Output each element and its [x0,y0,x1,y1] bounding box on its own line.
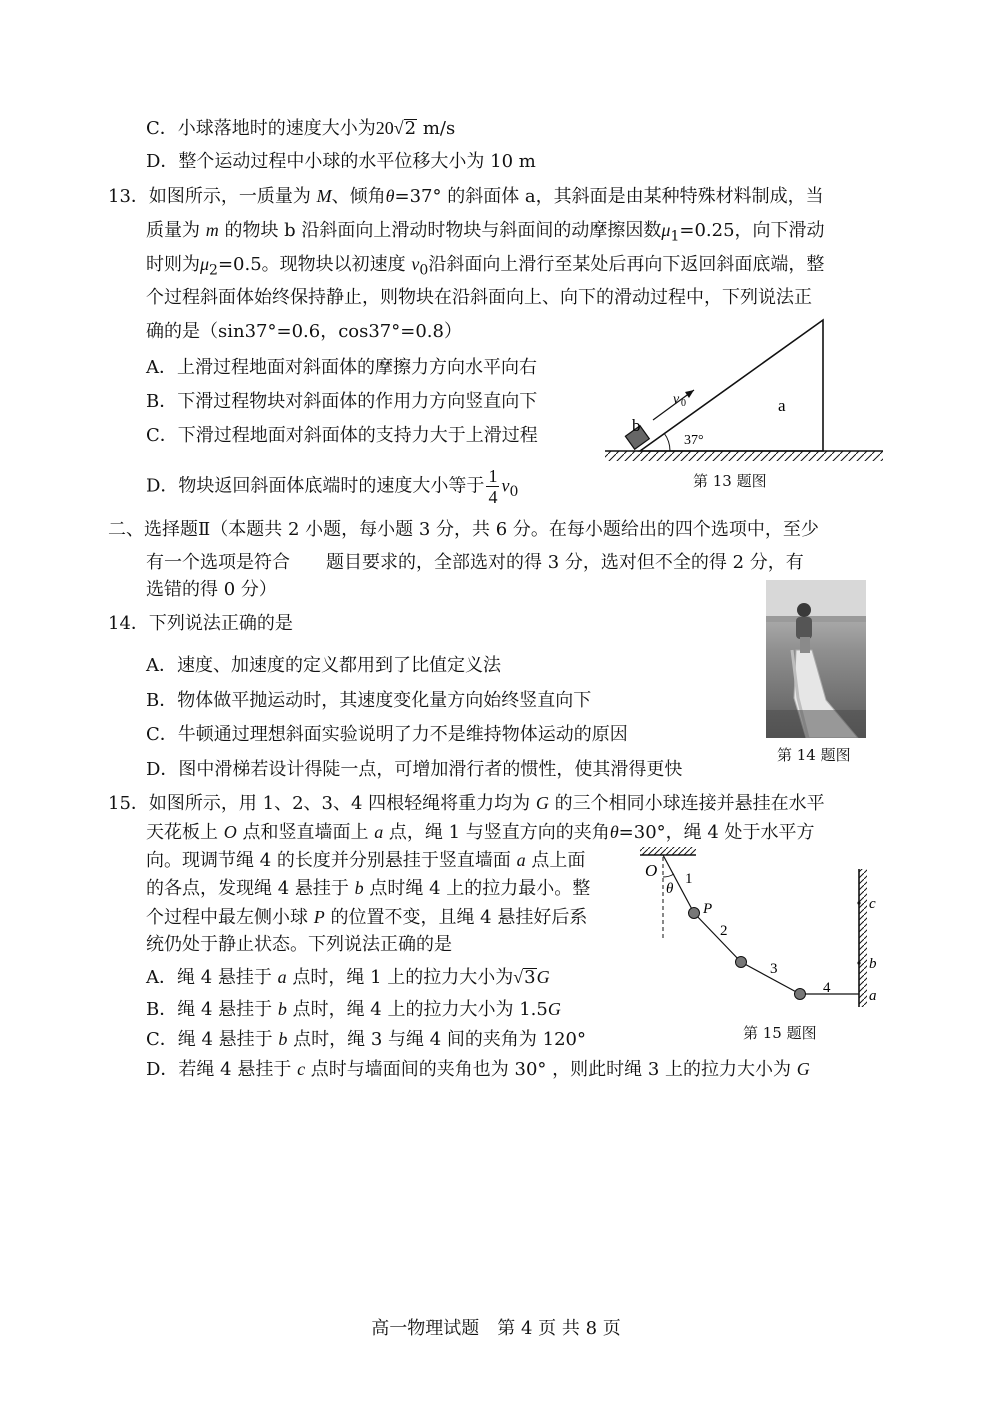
photo-sky [766,580,866,620]
q13-stem-line5: 确的是（sin37°=0.6，cos37°=0.8） [146,321,462,342]
label-o: O [645,861,658,880]
q13-option-b: B．下滑过程物块对斜面体的作用力方向竖直向下 [146,391,538,412]
label-rope-1: 1 [685,871,693,887]
q14-slide-photo [766,580,866,738]
photo-ground [766,710,866,738]
point-b [857,961,860,964]
q14-option-c: C．牛顿通过理想斜面实验说明了力不是维持物体运动的原因 [146,724,628,745]
q14-option-b: B．物体做平抛运动时，其速度变化量方向始终竖直向下 [146,690,592,711]
section2-heading-line3: 选错的得 0 分） [146,579,277,600]
q14-option-a: A．速度、加速度的定义都用到了比值定义法 [146,655,501,676]
theta-arc [663,874,674,877]
label-theta: θ [666,881,674,897]
q14-stem: 14．下列说法正确的是 [108,613,293,634]
q12-option-d: D．整个运动过程中小球的水平位移大小为 10 m [146,151,536,172]
label-a: a [869,988,877,1004]
q15-option-a: A．绳 4 悬挂于 a 点时，绳 1 上的拉力大小为√3G [146,967,550,988]
incline-wedge [640,320,823,451]
q13-option-c: C．下滑过程地面对斜面体的支持力大于上滑过程 [146,425,538,446]
q15-stem-line5: 个过程中最左侧小球 P 的位置不变，且绳 4 悬挂好后系 [146,907,588,928]
label-b: b [632,416,641,435]
q15-stem-line1: 15．如图所示，用 1、2、3、4 四根轻绳将重力均为 G 的三个相同小球连接并悬挂在水平 [108,793,825,814]
velocity-arrowhead [685,390,694,398]
q15-option-c: C．绳 4 悬挂于 b 点时，绳 3 与绳 4 间的夹角为 120° [146,1029,586,1050]
photo-child-head [797,603,811,617]
photo-child-legs [800,637,810,653]
ball-p [689,908,700,919]
section2-heading-line2: 有一个选项是符合 题目要求的，全部选对的得 3 分，选对但不全的得 2 分，有 [146,552,804,573]
q13-stem-line4: 个过程斜面体始终保持静止，则物块在沿斜面向上、向下的滑动过程中，下列说法正 [146,287,812,308]
q13-option-d: D．物块返回斜面体底端时的速度大小等于 $\frac{1}{4}$ $v_0$ [146,466,519,507]
rope-2 [694,913,741,962]
point-c [857,901,860,904]
q13-figure-caption: 第 13 题图 [693,472,767,490]
q15-stem-line2: 天花板上 O 点和竖直墙面上 a 点，绳 1 与竖直方向的夹角θ=30°，绳 4 处于水平方 [146,822,815,843]
label-c: c [869,896,876,912]
q12-option-c: C．小球落地时的速度大小为20√2 m/s [146,118,456,139]
q15-rope-figure [630,843,890,1023]
q15-option-b: B．绳 4 悬挂于 b 点时，绳 4 上的拉力大小为 1.5G [146,999,561,1020]
q14-option-d: D．图中滑梯若设计得陡一点，可增加滑行者的惯性，使其滑得更快 [146,759,683,780]
page-footer: 高一物理试题 第 4 页 共 8 页 [371,1318,621,1339]
slide-photo-drawing [766,580,866,738]
ceiling-hatch [640,847,696,855]
q15-stem-line4: 的各点，发现绳 4 悬挂于 b 点时绳 4 上的拉力最小。整 [146,878,591,899]
q13-option-a: A．上滑过程地面对斜面体的摩擦力方向水平向右 [146,357,537,378]
q15-stem-line6: 统仍处于静止状态。下列说法正确的是 [146,934,452,955]
photo-child-body [796,617,812,639]
ball-middle [736,957,747,968]
q13-stem-line2: 质量为 m 的物块 b 沿斜面向上滑动时物块与斜面间的动摩擦因数$\mu_1=0.25$，向下滑动 [146,220,825,245]
photo-railing [766,616,866,622]
label-v: v [673,392,680,407]
q13-stem-line3: 时则为$\mu_2=0.5$。现物块以初速度 $v_0$沿斜面向上滑行至某处后再向下返回斜面底端，整 [146,254,825,279]
angle-arc [664,433,670,451]
label-p: P [703,901,713,917]
label-a: a [778,396,786,415]
wall-hatch [859,869,867,1007]
section2-heading-line1: 二、选择题Ⅱ（本题共 2 小题，每小题 3 分，共 6 分。在每小题给出的四个选项中，至少 [108,519,819,540]
fraction-one-quarter: $\frac{1}{4}$ [488,466,498,507]
q13-stem-line1: 13．如图所示，一质量为 M、倾角θ=37° 的斜面体 a，其斜面是由某种特殊材料制成，当 [108,186,824,207]
label-v-sub: 0 [681,398,686,409]
q13-incline-figure [600,310,890,470]
label-rope-4: 4 [823,980,831,996]
label-b: b [869,956,877,972]
label-rope-3: 3 [770,961,778,977]
q15-figure-caption: 第 15 题图 [743,1024,817,1042]
q15-option-d: D．若绳 4 悬挂于 c 点时与墙面间的夹角也为 30° ，则此时绳 3 上的拉力大小为 G [146,1059,810,1080]
q14-figure-caption: 第 14 题图 [777,746,851,764]
label-angle: 37° [684,433,704,448]
ground-hatch [605,451,883,461]
label-rope-2: 2 [720,923,728,939]
q15-stem-line3: 向。现调节绳 4 的长度并分别悬挂于竖直墙面 a 点上面 [146,850,586,871]
ball-right [795,989,806,1000]
